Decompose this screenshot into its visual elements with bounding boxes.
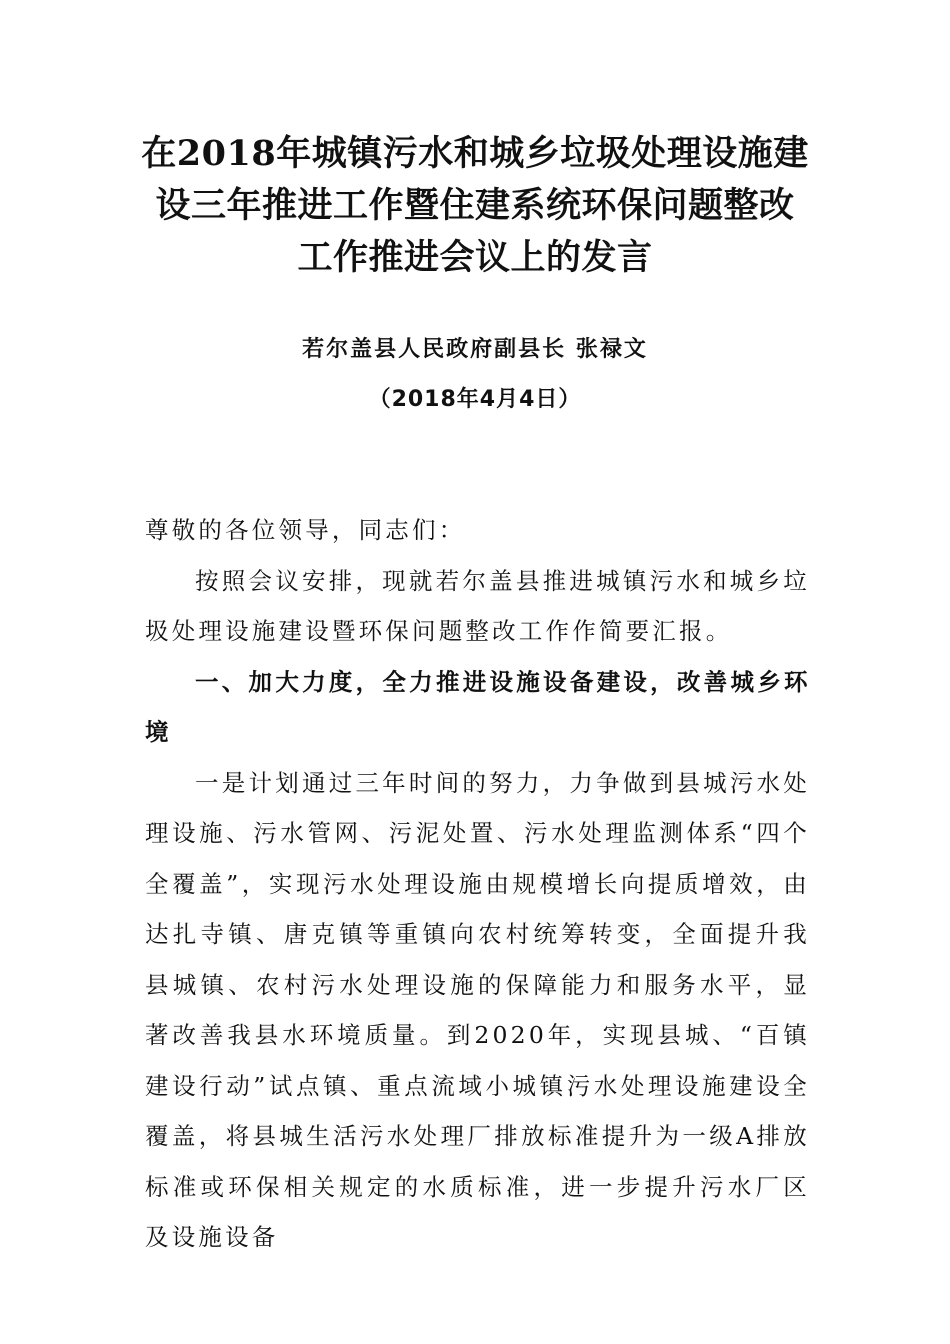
document-body	[145, 505, 810, 1263]
section-heading-1: 一、加大力度，全力推进设施设备建设，改善城乡环境	[145, 667, 810, 746]
salutation: 尊敬的各位领导，同志们：	[145, 516, 466, 544]
intro-paragraph: 按照会议安排，现就若尔盖县推进城镇污水和城乡垃圾处理设施建设暨环保问题整改工作作简要汇报。	[145, 566, 810, 645]
section-1-paragraph-1: 一是计划通过三年时间的努力，力争做到县城污水处理设施、污水管网、污泥处置、污水处理监测体系“四个全覆盖”，实现污水处理设施由规模增长向提质增效，由达扎寺镇、唐克镇等重镇向农村统筹转变，全面提升我县城镇、农村污水处理设施的保障能力和服务水平，显著改善我县水环境质量。到2020年，实现县城、“百镇建设行动”试点镇、重点流域小城镇污水处理设施建设全覆盖，将县城生活污水处理厂排放标准提升为一级A排放标准或环保相关规定的水质标准，进一步提升污水厂区及设施设备	[145, 768, 810, 1251]
document-title	[140, 128, 810, 284]
author-line: 若尔盖县人民政府副县长 张禄文	[302, 337, 648, 362]
date-line: （2018年4月4日）	[368, 387, 582, 412]
title-line-2: 设三年推进工作暨住建系统环保问题整改	[155, 185, 795, 226]
title-line-3: 工作推进会议上的发言	[297, 237, 653, 278]
title-line-1: 在2018年城镇污水和城乡垃圾处理设施建	[141, 133, 809, 174]
